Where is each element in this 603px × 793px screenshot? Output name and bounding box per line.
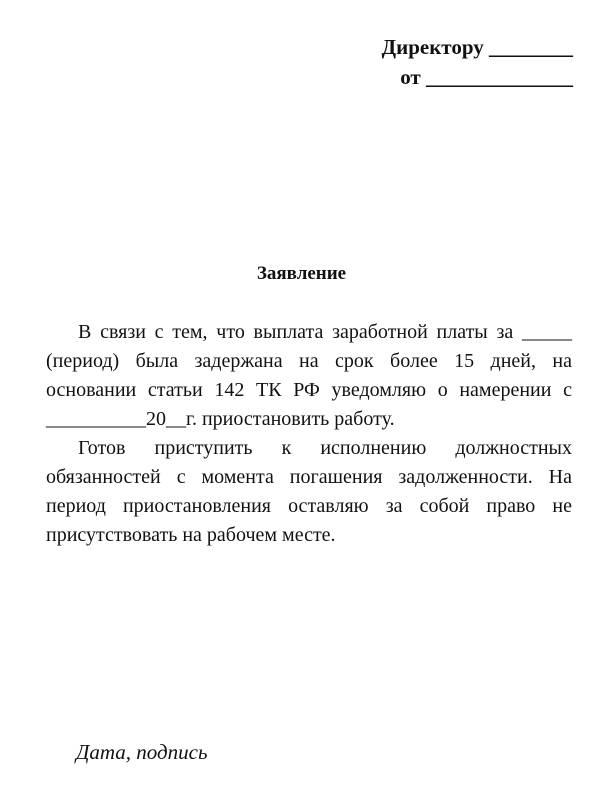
document-title: Заявление xyxy=(256,263,347,284)
date-signature-label: Дата, подпись xyxy=(76,740,208,764)
addressee-block xyxy=(313,32,573,92)
body-paragraph-2: Готов приступить к исполнению должностных обязанностей с момента погашения задолженности. На период приостановления оставляю за собой право не присутствовать на рабочем месте. xyxy=(46,437,572,546)
document-body xyxy=(46,318,572,550)
body-paragraph-1: В связи с тем, что выплата заработной платы за _____ (период) была задержана на срок более 15 дней, на основании статьи 142 ТК РФ уведомляю о намерении с __________20__г. приостановить работу. xyxy=(46,321,572,430)
addressee-director-line: Директору ________ xyxy=(381,35,573,59)
addressee-from-line: от ______________ xyxy=(400,65,573,89)
